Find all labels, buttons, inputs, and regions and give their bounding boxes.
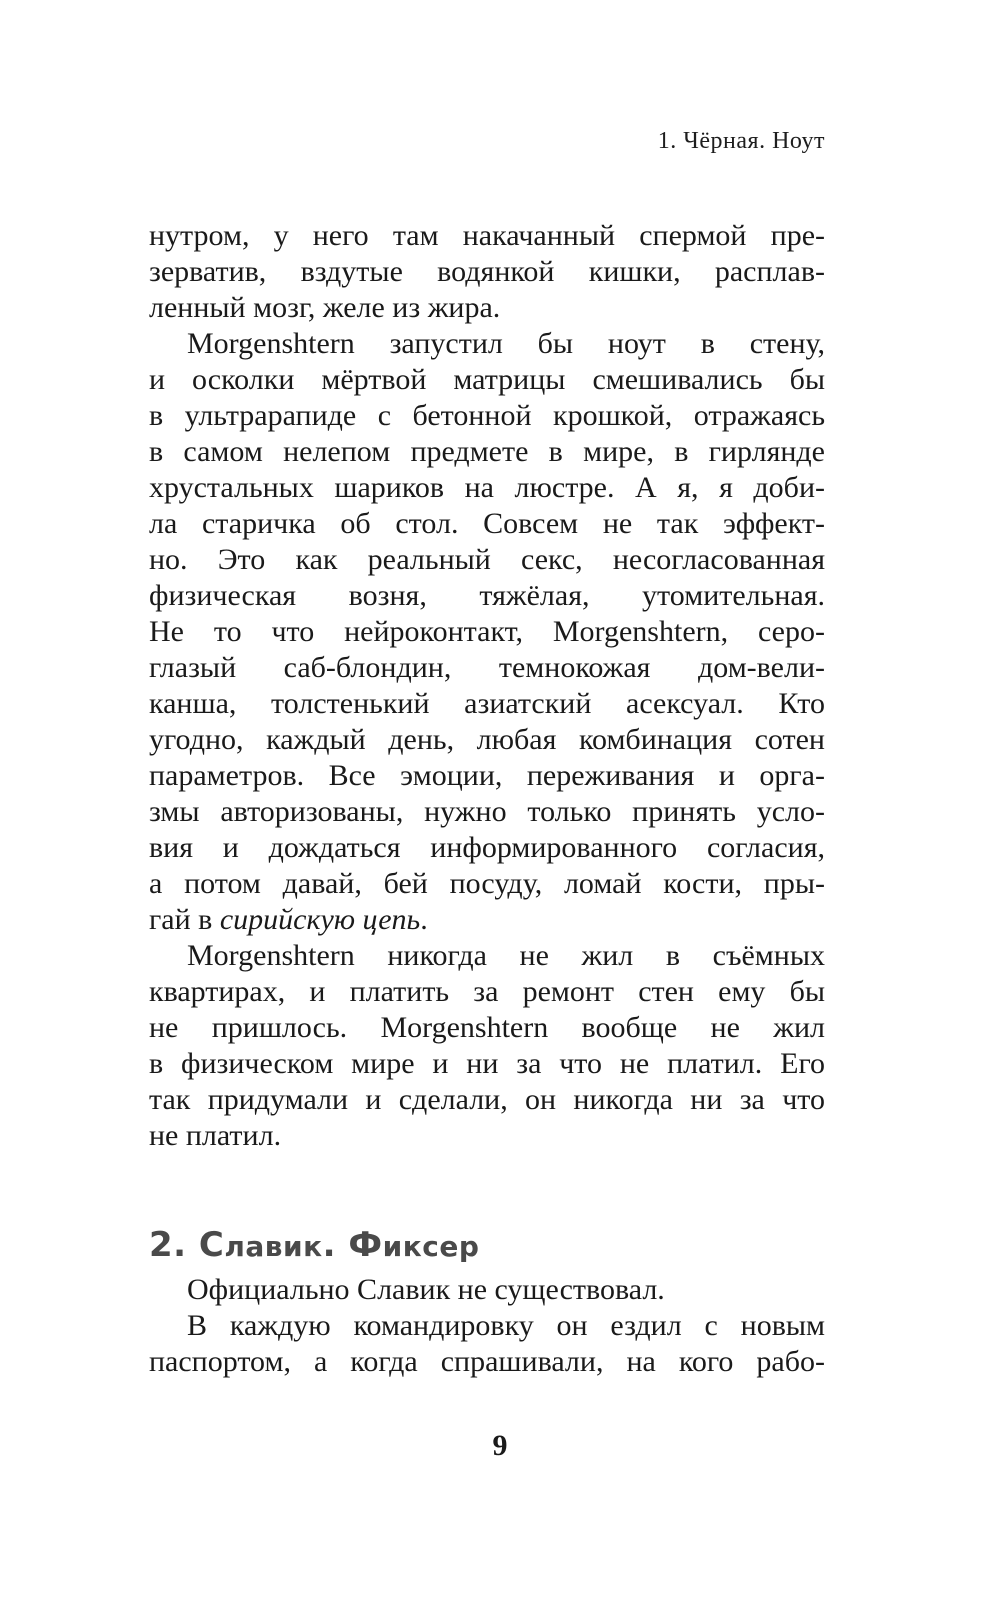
text-line: Morgenshtern никогда не жил в съёмных xyxy=(187,939,825,972)
text-line: но. Это как реальный секс, несогласованная xyxy=(149,543,825,576)
text-line: параметров. Все эмоции, переживания и орга- xyxy=(149,759,825,792)
text-fragment: . xyxy=(420,903,428,936)
text-line-with-italic xyxy=(149,902,825,938)
text-line: зерватив, вздутые водянкой кишки, расплав- xyxy=(149,255,825,288)
chapter-title-second-rest: иксер xyxy=(382,1230,480,1263)
text-line: змы авторизованы, нужно только принять усло- xyxy=(149,795,825,828)
text-line: глазый саб-блондин, темнокожая дом-вели- xyxy=(149,651,825,684)
page-number: 9 xyxy=(492,1429,508,1462)
text-line: угодно, каждый день, любая комбинация сотен xyxy=(149,723,825,756)
text-line: ла старичка об стол. Совсем не так эффект- xyxy=(149,507,825,540)
chapter-two-text xyxy=(149,1272,825,1380)
text-line: нутром, у него там накачанный спермой пре- xyxy=(149,219,825,252)
text-fragment: гай в xyxy=(149,903,220,936)
text-line: и осколки мёртвой матрицы смешивались бы xyxy=(149,363,825,396)
text-line: хрустальных шариков на люстре. А я, я доби- xyxy=(149,471,825,504)
text-line: В каждую командировку он ездил с новым xyxy=(187,1309,825,1342)
text-line: паспортом, а когда спрашивали, на кого рабо- xyxy=(149,1345,825,1378)
text-line: Morgenshtern запустил бы ноут в стену, xyxy=(187,327,825,360)
text-line: не пришлось. Morgenshtern вообще не жил xyxy=(149,1011,825,1044)
chapter-title-second-initial: Ф xyxy=(348,1225,383,1265)
text-line: не платил. xyxy=(149,1119,282,1152)
chapter-title-first-rest: лавик xyxy=(224,1230,323,1263)
text-line: квартирах, и платить за ремонт стен ему бы xyxy=(149,975,825,1008)
chapter-title-separator: . xyxy=(322,1225,349,1265)
chapter-heading xyxy=(149,1225,479,1265)
text-line: так придумали и сделали, он никогда ни за что xyxy=(149,1083,825,1116)
text-line: в физическом мире и ни за что не платил. Его xyxy=(149,1047,825,1080)
text-line: канша, толстенький азиатский асексуал. Кто xyxy=(149,687,825,720)
chapter-title-first-initial: С xyxy=(198,1225,225,1265)
text-line: в ультрарапиде с бетонной крошкой, отражаясь xyxy=(149,399,825,432)
text-line: в самом нелепом предмете в мире, в гирлянде xyxy=(149,435,825,468)
running-head: 1. Чёрная. Ноут xyxy=(657,128,825,154)
chapter-number: 2. xyxy=(149,1225,187,1265)
text-line: Не то что нейроконтакт, Morgenshtern, серо- xyxy=(149,615,825,648)
chapter-one-text xyxy=(149,218,825,1154)
italic-term: сирийскую цепь xyxy=(219,903,421,936)
text-line: вия и дождаться информированного согласия, xyxy=(149,831,825,864)
text-line: Официально Славик не существовал. xyxy=(187,1273,665,1306)
text-line: а потом давай, бей посуду, ломай кости, пры- xyxy=(149,867,825,900)
text-line: физическая возня, тяжёлая, утомительная. xyxy=(149,579,825,612)
text-line: ленный мозг, желе из жира. xyxy=(149,291,501,324)
